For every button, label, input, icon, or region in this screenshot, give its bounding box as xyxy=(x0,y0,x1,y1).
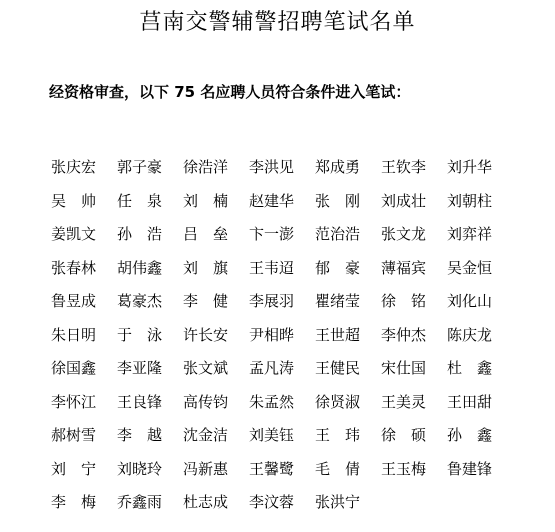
candidate-name: 杜 鑫 xyxy=(447,359,493,378)
candidate-name: 吕 垒 xyxy=(183,225,229,244)
candidate-name: 刘成壮 xyxy=(381,191,427,210)
candidate-name: 瞿绪莹 xyxy=(315,292,361,311)
candidate-name: 王韦迢 xyxy=(249,258,295,277)
candidate-name: 刘升华 xyxy=(447,158,493,177)
candidate-name: 徐 铭 xyxy=(381,292,427,311)
candidate-name: 沈金洁 xyxy=(183,426,229,445)
candidate-name: 王田甜 xyxy=(447,392,493,411)
candidate-name: 王美灵 xyxy=(381,392,427,411)
candidate-name: 李 健 xyxy=(183,292,229,311)
candidate-name: 张春林 xyxy=(51,258,97,277)
candidate-name: 许长安 xyxy=(183,325,229,344)
candidate-name: 于 泳 xyxy=(117,325,163,344)
candidate-name: 刘弈祥 xyxy=(447,225,493,244)
name-row xyxy=(51,385,513,419)
candidate-name: 孟凡涛 xyxy=(249,359,295,378)
candidate-name: 王良锋 xyxy=(117,392,163,411)
name-row xyxy=(51,284,513,318)
candidate-name: 张文龙 xyxy=(381,225,427,244)
candidate-name: 郝树雪 xyxy=(51,426,97,445)
candidate-name: 范治浩 xyxy=(315,225,361,244)
name-row xyxy=(51,251,513,285)
candidate-name: 李仲杰 xyxy=(381,325,427,344)
candidate-name: 葛豪杰 xyxy=(117,292,163,311)
name-row xyxy=(51,485,513,519)
candidate-name: 郁 豪 xyxy=(315,258,361,277)
candidate-name: 李 越 xyxy=(117,426,163,445)
candidate-name: 王玉梅 xyxy=(381,459,427,478)
name-row xyxy=(51,452,513,486)
candidate-name: 刘 旗 xyxy=(183,258,229,277)
candidate-name: 孙 浩 xyxy=(117,225,163,244)
candidate-name: 郑成勇 xyxy=(315,158,361,177)
intro-text: 经资格审查，以下 75 名应聘人员符合条件进入笔试： xyxy=(49,83,411,101)
candidate-name: 杜志成 xyxy=(183,493,229,512)
candidate-name: 郭子豪 xyxy=(117,158,163,177)
candidate-name: 张洪宁 xyxy=(315,493,361,512)
candidate-name: 李亚隆 xyxy=(117,359,163,378)
candidate-name: 乔鑫雨 xyxy=(117,493,163,512)
candidate-name: 赵建华 xyxy=(249,191,295,210)
candidate-name: 毛 倩 xyxy=(315,459,361,478)
candidate-name: 吴金恒 xyxy=(447,258,493,277)
candidate-name: 朱日明 xyxy=(51,325,97,344)
candidate-name: 刘朝柱 xyxy=(447,191,493,210)
candidate-name: 张 刚 xyxy=(315,191,361,210)
candidate-name: 鲁建锋 xyxy=(447,459,493,478)
candidate-name: 姜凯文 xyxy=(51,225,97,244)
name-row xyxy=(51,318,513,352)
name-row xyxy=(51,184,513,218)
name-row xyxy=(51,150,513,184)
name-row xyxy=(51,418,513,452)
candidate-name: 徐浩洋 xyxy=(183,158,229,177)
candidate-name: 任 泉 xyxy=(117,191,163,210)
candidate-name: 王钦李 xyxy=(381,158,427,177)
candidate-name: 李汶蓉 xyxy=(249,493,295,512)
candidate-name: 高传钧 xyxy=(183,392,229,411)
candidate-name: 刘 宁 xyxy=(51,459,97,478)
candidate-name: 王馨鹭 xyxy=(249,459,295,478)
candidate-name: 徐国鑫 xyxy=(51,359,97,378)
candidate-name: 薄福宾 xyxy=(381,258,427,277)
candidate-name: 刘晓玲 xyxy=(117,459,163,478)
candidate-name: 李 梅 xyxy=(51,493,97,512)
candidate-name: 陈庆龙 xyxy=(447,325,493,344)
candidate-name: 刘化山 xyxy=(447,292,493,311)
candidate-name: 李怀江 xyxy=(51,392,97,411)
candidate-name: 李展羽 xyxy=(249,292,295,311)
candidate-name: 张庆宏 xyxy=(51,158,97,177)
candidate-name: 徐 硕 xyxy=(381,426,427,445)
candidate-name: 宋仕国 xyxy=(381,359,427,378)
candidate-name: 尹相晔 xyxy=(249,325,295,344)
candidate-name: 王 玮 xyxy=(315,426,361,445)
candidate-name: 孙 鑫 xyxy=(447,426,493,445)
name-row xyxy=(51,351,513,385)
candidate-name: 朱孟然 xyxy=(249,392,295,411)
candidate-name: 李洪见 xyxy=(249,158,295,177)
candidate-name: 徐贤淑 xyxy=(315,392,361,411)
candidate-name: 冯新惠 xyxy=(183,459,229,478)
candidate-name: 卞一澎 xyxy=(249,225,295,244)
name-row xyxy=(51,217,513,251)
candidate-name: 刘美钰 xyxy=(249,426,295,445)
candidate-name: 刘 楠 xyxy=(183,191,229,210)
candidate-name: 鲁昱成 xyxy=(51,292,97,311)
candidate-name: 王世超 xyxy=(315,325,361,344)
page-title: 莒南交警辅警招聘笔试名单 xyxy=(139,10,416,35)
candidate-name: 吴 帅 xyxy=(51,191,97,210)
candidate-name: 张文斌 xyxy=(183,359,229,378)
names-list xyxy=(51,150,513,519)
candidate-name: 胡伟鑫 xyxy=(117,258,163,277)
candidate-name: 王健民 xyxy=(315,359,361,378)
